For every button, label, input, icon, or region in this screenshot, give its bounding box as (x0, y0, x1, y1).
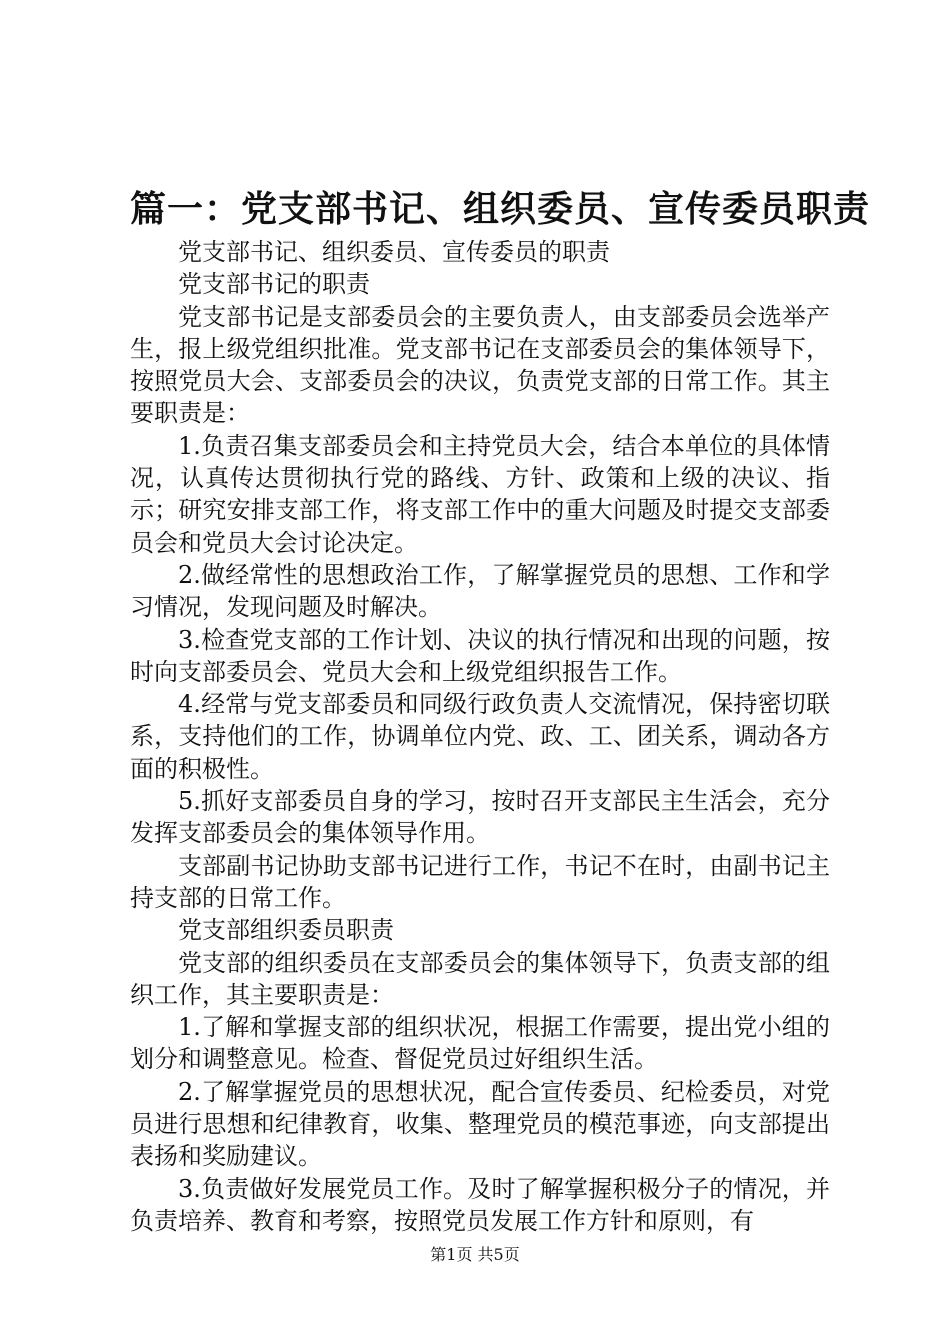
document-body (130, 236, 830, 1237)
paragraph: 3.负责做好发展党员工作。及时了解掌握积极分子的情况，并负责培养、教育和考察，按照党员发展工作方针和原则，有 (130, 1174, 830, 1235)
paragraph: 1.了解和掌握支部的组织状况，根据工作需要，提出党小组的划分和调整意见。检查、督促党员过好组织生活。 (130, 1013, 830, 1074)
paragraph: 2.了解掌握党员的思想状况，配合宣传委员、纪检委员，对党员进行思想和纪律教育，收集、整理党员的模范事迹，向支部提出表扬和奖励建议。 (130, 1077, 830, 1171)
paragraph: 4.经常与党支部委员和同级行政负责人交流情况，保持密切联系，支持他们的工作，协调单位内党、政、工、团关系，调动各方面的积极性。 (130, 690, 830, 783)
paragraph: 党支部组织委员职责 (178, 916, 394, 945)
paragraph: 2.做经常性的思想政治工作，了解掌握党员的思想、工作和学习情况，发现问题及时解决。 (130, 560, 830, 622)
paragraph: 党支部的组织委员在支部委员会的集体领导下，负责支部的组织工作，其主要职责是： (130, 948, 830, 1009)
paragraph: 支部副书记协助支部书记进行工作，书记不在时，由副书记主持支部的日常工作。 (130, 851, 830, 912)
paragraph: 党支部书记的职责 (178, 270, 370, 299)
document-title: 篇一：党支部书记、组织委员、宣传委员职责 (130, 189, 871, 230)
paragraph: 5.抓好支部委员自身的学习，按时召开支部民主生活会，充分发挥支部委员会的集体领导作用。 (130, 787, 830, 848)
paragraph: 党支部书记、组织委员、宣传委员的职责 (178, 238, 610, 266)
paragraph: 3.检查党支部的工作计划、决议的执行情况和出现的问题，按时向支部委员会、党员大会和上级党组织报告工作。 (130, 625, 830, 686)
page-footer: 第1页 共5页 (430, 1245, 520, 1264)
paragraph: 党支部书记是支部委员会的主要负责人，由支部委员会选举产生，报上级党组织批准。党支部书记在支部委员会的集体领导下，按照党员大会、支部委员会的决议，负责党支部的日常工作。其主要职责是： (130, 302, 830, 428)
paragraph: 1.负责召集支部委员会和主持党员大会，结合本单位的具体情况，认真传达贯彻执行党的路线、方针、政策和上级的决议、指示；研究安排支部工作，将支部工作中的重大问题及时提交支部委员会和党员大会讨论决定。 (130, 431, 830, 557)
